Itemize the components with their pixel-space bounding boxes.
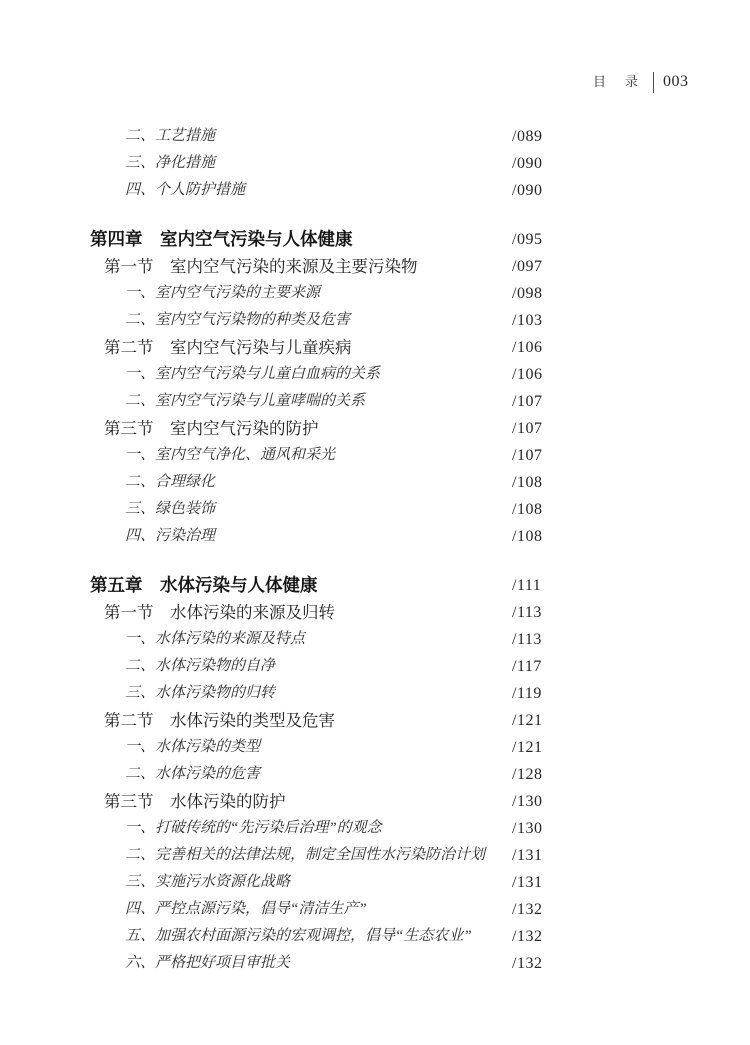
toc-entry-page: /113 bbox=[512, 631, 542, 648]
toc-entry-title: 三、绿色装饰 bbox=[125, 501, 216, 517]
toc-entry-page: /106 bbox=[512, 339, 543, 356]
toc-entry-item bbox=[0, 896, 750, 923]
toc-entry-section bbox=[0, 415, 750, 442]
toc-entry-item bbox=[0, 869, 750, 896]
toc-entry-title: 第四章 室内空气污染与人体健康 bbox=[90, 229, 353, 249]
toc-entry-page: /128 bbox=[512, 766, 543, 783]
toc-entry-title: 二、工艺措施 bbox=[125, 128, 216, 144]
toc-entry-item bbox=[0, 361, 750, 388]
toc-entry-item bbox=[0, 923, 750, 950]
toc-entry-item bbox=[0, 626, 750, 653]
toc-entry-title: 二、完善相关的法律法规，制定全国性水污染防治计划 bbox=[125, 847, 486, 863]
running-title-char-1: 目 bbox=[593, 74, 607, 89]
toc-entry-page: /119 bbox=[512, 685, 542, 702]
toc-entry-page: /090 bbox=[512, 155, 543, 172]
toc-entry-item bbox=[0, 734, 750, 761]
toc-entry-title: 一、室内空气污染与儿童白血病的关系 bbox=[125, 366, 381, 382]
toc-entry-title: 一、水体污染的类型 bbox=[125, 739, 261, 755]
toc-entry-page: /108 bbox=[512, 528, 543, 545]
toc-entry-page: /107 bbox=[512, 420, 543, 437]
toc-entry-page: /117 bbox=[512, 658, 542, 675]
toc-entry-title: 三、实施污水资源化战略 bbox=[125, 874, 291, 890]
toc-list bbox=[0, 123, 750, 977]
toc-entry-title: 二、室内空气污染物的种类及危害 bbox=[125, 312, 351, 328]
toc-entry-page: /090 bbox=[512, 182, 543, 199]
header-page-number: 003 bbox=[663, 73, 689, 90]
toc-entry-page: /132 bbox=[512, 928, 543, 945]
toc-entry-item bbox=[0, 280, 750, 307]
toc-entry-page: /121 bbox=[512, 739, 543, 756]
toc-entry-chapter bbox=[0, 572, 750, 599]
toc-entry-item bbox=[0, 177, 750, 204]
toc-entry-page: /132 bbox=[512, 955, 543, 972]
toc-entry-title: 第一节 水体污染的来源及归转 bbox=[104, 603, 335, 622]
toc-entry-page: /108 bbox=[512, 474, 543, 491]
toc-entry-page: /095 bbox=[512, 231, 543, 248]
toc-entry-title: 二、水体污染物的自净 bbox=[125, 658, 276, 674]
toc-entry-page: /108 bbox=[512, 501, 543, 518]
toc-entry-title: 三、净化措施 bbox=[125, 155, 216, 171]
toc-entry-title: 一、水体污染的来源及特点 bbox=[125, 631, 306, 647]
toc-entry-item bbox=[0, 307, 750, 334]
toc-entry-item bbox=[0, 815, 750, 842]
toc-entry-item bbox=[0, 150, 750, 177]
toc-entry-page: /098 bbox=[512, 285, 543, 302]
toc-entry-title: 第二节 室内空气污染与儿童疾病 bbox=[104, 338, 352, 357]
toc-entry-section bbox=[0, 599, 750, 626]
toc-entry-title: 二、水体污染的危害 bbox=[125, 766, 261, 782]
toc-entry-chapter bbox=[0, 226, 750, 253]
toc-entry-title: 第二节 水体污染的类型及危害 bbox=[104, 711, 335, 730]
running-header bbox=[593, 71, 689, 93]
toc-entry-section bbox=[0, 334, 750, 361]
toc-entry-title: 一、室内空气净化、通风和采光 bbox=[125, 447, 336, 463]
toc-entry-item bbox=[0, 523, 750, 550]
toc-entry-page: /111 bbox=[512, 577, 542, 594]
toc-entry-item bbox=[0, 950, 750, 977]
toc-entry-title: 一、室内空气污染的主要来源 bbox=[125, 285, 321, 301]
toc-entry-title: 四、污染治理 bbox=[125, 528, 216, 544]
toc-entry-section bbox=[0, 707, 750, 734]
toc-entry-page: /089 bbox=[512, 128, 543, 145]
toc-entry-title: 第三节 室内空气污染的防护 bbox=[104, 419, 319, 438]
toc-entry-section bbox=[0, 253, 750, 280]
toc-entry-item bbox=[0, 496, 750, 523]
toc-entry-page: /106 bbox=[512, 366, 543, 383]
toc-entry-page: /113 bbox=[512, 604, 542, 621]
toc-entry-title: 四、个人防护措施 bbox=[125, 182, 246, 198]
toc-entry-page: /103 bbox=[512, 312, 543, 329]
header-divider bbox=[653, 72, 654, 93]
toc-entry-item bbox=[0, 653, 750, 680]
toc-entry-item bbox=[0, 123, 750, 150]
toc-entry-title: 二、室内空气污染与儿童哮喘的关系 bbox=[125, 393, 366, 409]
toc-entry-page: /132 bbox=[512, 901, 543, 918]
toc-entry-page: /107 bbox=[512, 393, 543, 410]
toc-entry-page: /121 bbox=[512, 712, 543, 729]
toc-entry-title: 第三节 水体污染的防护 bbox=[104, 792, 286, 811]
toc-entry-title: 四、严控点源污染，倡导“清洁生产” bbox=[125, 901, 367, 917]
toc-entry-title: 一、打破传统的“先污染后治理”的观念 bbox=[125, 820, 382, 836]
toc-entry-title: 第五章 水体污染与人体健康 bbox=[90, 575, 318, 595]
running-title-char-2: 录 bbox=[625, 74, 639, 89]
toc-entry-title: 六、严格把好项目审批关 bbox=[125, 955, 291, 971]
toc-entry-title: 二、合理绿化 bbox=[125, 474, 216, 490]
toc-entry-item bbox=[0, 680, 750, 707]
toc-entry-page: /131 bbox=[512, 874, 543, 891]
toc-entry-item bbox=[0, 842, 750, 869]
toc-entry-item bbox=[0, 388, 750, 415]
toc-entry-page: /131 bbox=[512, 847, 543, 864]
toc-entry-title: 五、加强农村面源污染的宏观调控，倡导“生态农业” bbox=[125, 928, 472, 944]
toc-entry-title: 三、水体污染物的归转 bbox=[125, 685, 276, 701]
toc-entry-page: /107 bbox=[512, 447, 543, 464]
toc-entry-page: /097 bbox=[512, 258, 543, 275]
toc-entry-item bbox=[0, 442, 750, 469]
toc-entry-item bbox=[0, 761, 750, 788]
toc-entry-item bbox=[0, 469, 750, 496]
toc-entry-page: /130 bbox=[512, 793, 543, 810]
toc-entry-page: /130 bbox=[512, 820, 543, 837]
toc-entry-title: 第一节 室内空气污染的来源及主要污染物 bbox=[104, 257, 418, 276]
toc-entry-section bbox=[0, 788, 750, 815]
